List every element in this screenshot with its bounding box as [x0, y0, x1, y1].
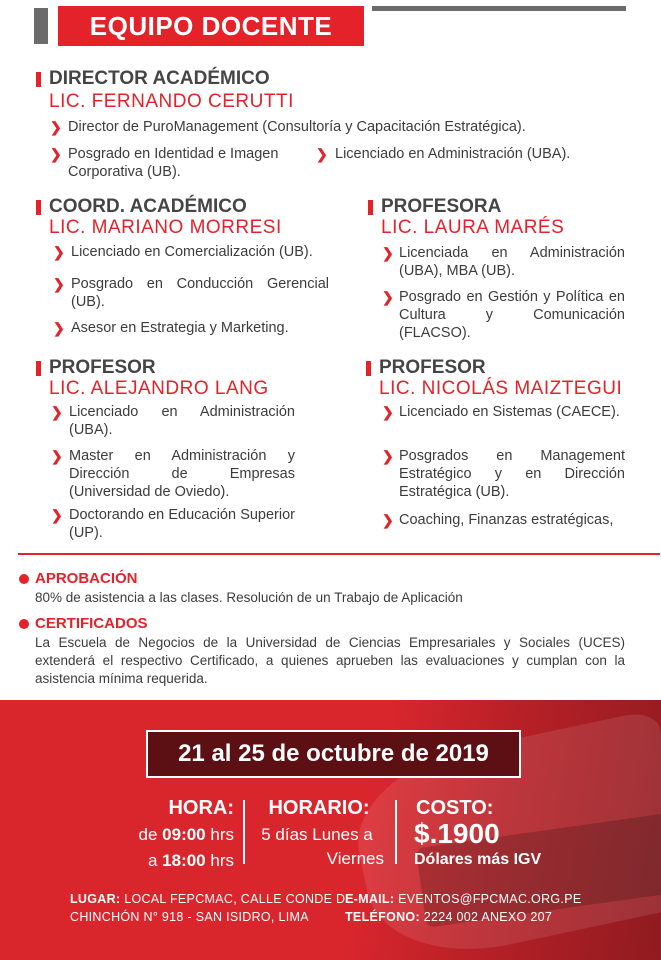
maiztegui-item: Posgrados en Management Estratégico y en Dirección Estratégica (UB). [399, 448, 625, 500]
coord-name: LIC. MARIANO MORRESI [49, 217, 282, 238]
lang-item: Doctorando en Educación Superior (UP). [69, 507, 295, 541]
chevron-right-icon: ❯ [51, 448, 63, 464]
maiztegui-role: PROFESOR [379, 357, 486, 378]
chevron-right-icon: ❯ [51, 507, 63, 523]
lugar-label: LUGAR: [70, 892, 121, 906]
section-marker [368, 200, 373, 215]
profesora-role: PROFESORA [381, 196, 502, 217]
hora-start-time: 09:00 [162, 825, 206, 844]
director-item: Director de PuroManagement (Consultoría y Capacitación Estratégica). [68, 119, 526, 135]
email-line [345, 890, 581, 908]
certificados-title: CERTIFICADOS [35, 615, 148, 632]
hora-start-prefix: de [138, 825, 158, 844]
chevron-right-icon: ❯ [382, 289, 394, 305]
chevron-right-icon: ❯ [53, 320, 65, 336]
horario-days-end: Viernes [326, 849, 384, 868]
profesora-item: Posgrado en Gestión y Política en Cultura y Comunicación (FLACSO). [399, 289, 625, 341]
lugar-line2: CHINCHÓN N° 918 - SAN ISIDRO, LIMA [70, 910, 309, 924]
chevron-right-icon: ❯ [382, 245, 394, 261]
director-item: Licenciado en Administración (UBA). [335, 146, 571, 162]
lang-name: LIC. ALEJANDRO LANG [49, 378, 269, 399]
separator [395, 800, 397, 864]
chevron-right-icon: ❯ [382, 404, 394, 420]
lugar-address: LOCAL FEPCMAC, CALLE CONDE DE [124, 892, 355, 906]
costo-note: Dólares más IGV [414, 851, 542, 868]
event-panel [0, 700, 661, 960]
hora-label: HORA: [168, 797, 234, 819]
hora-end-prefix: a [147, 851, 158, 870]
bullet-dot-icon [19, 574, 29, 584]
event-date: 21 al 25 de octubre de 2019 [146, 730, 521, 778]
hora-start [100, 824, 234, 846]
chevron-right-icon: ❯ [53, 244, 65, 260]
costo-value: $.1900 [414, 818, 500, 849]
hora-end-time: 18:00 [162, 851, 206, 870]
lugar-line1 [70, 890, 354, 908]
costo-label: COSTO: [416, 797, 494, 819]
chevron-right-icon: ❯ [316, 146, 328, 162]
hora-end-suffix: hrs [210, 851, 234, 870]
section-marker [366, 361, 371, 376]
coord-item: Asesor en Estrategia y Marketing. [71, 320, 289, 336]
telefono-line [345, 908, 552, 926]
hora-end [100, 850, 234, 872]
coord-item: Licenciado en Comercialización (UB). [71, 244, 313, 260]
aprobacion-text: 80% de asistencia a las clases. Resolución de un Trabajo de Aplicación [35, 590, 463, 605]
coord-role: COORD. ACADÉMICO [49, 196, 247, 217]
lang-item: Master en Administración y Dirección de Empresas (Universidad de Oviedo). [69, 448, 295, 500]
maiztegui-item: Licenciado en Sistemas (CAECE). [399, 404, 620, 420]
aprobacion-title: APROBACIÓN [35, 570, 138, 587]
section-marker [36, 72, 41, 87]
chevron-right-icon: ❯ [382, 448, 394, 464]
maiztegui-name: LIC. NICOLÁS MAIZTEGUI [379, 378, 623, 399]
certificados-text: La Escuela de Negocios de la Universidad de Ciencias Empresariales y Sociales (UCES) extenderá el respectivo Certificado, a quienes aprueben las evaluaciones y cumplan con la asistencia mínima requerida. [35, 635, 625, 686]
section-marker [36, 361, 41, 376]
chevron-right-icon: ❯ [382, 512, 394, 528]
chevron-right-icon: ❯ [50, 146, 62, 162]
maiztegui-item: Coaching, Finanzas estratégicas, [399, 512, 614, 528]
profesora-item: Licenciada en Administración (UBA), MBA (UB). [399, 245, 625, 279]
chevron-right-icon: ❯ [51, 404, 63, 420]
section-divider [18, 553, 660, 555]
header-accent-bar [34, 8, 48, 44]
profesora-name: LIC. LAURA MARÉS [381, 217, 565, 238]
telefono-label: TELÉFONO: [345, 910, 420, 924]
email-value[interactable]: EVENTOS@FPCMAC.ORG.PE [398, 892, 582, 906]
header-rule [372, 6, 626, 11]
director-item: Posgrado en Identidad e Imagen Corporativa (UB). [68, 146, 279, 180]
separator [243, 800, 245, 864]
coord-item: Posgrado en Conducción Gerencial (UB). [71, 276, 329, 310]
horario-label: HORARIO: [268, 797, 370, 819]
email-label: E-MAIL: [345, 892, 395, 906]
lang-item: Licenciado en Administración (UBA). [69, 404, 295, 438]
director-name: LIC. FERNANDO CERUTTI [49, 91, 294, 112]
lang-role: PROFESOR [49, 357, 156, 378]
section-marker [36, 200, 41, 215]
telefono-value: 2224 002 ANEXO 207 [423, 910, 553, 924]
hora-start-suffix: hrs [210, 825, 234, 844]
bullet-dot-icon [19, 619, 29, 629]
director-role: DIRECTOR ACADÉMICO [49, 68, 270, 89]
horario-days: 5 días Lunes a [261, 825, 373, 844]
chevron-right-icon: ❯ [50, 119, 62, 135]
chevron-right-icon: ❯ [53, 276, 65, 292]
page-title: EQUIPO DOCENTE [58, 6, 364, 46]
